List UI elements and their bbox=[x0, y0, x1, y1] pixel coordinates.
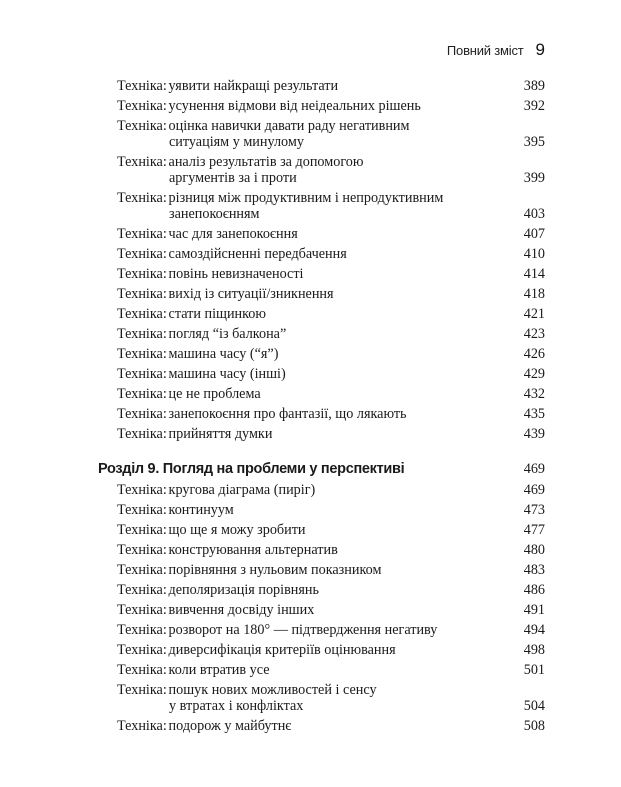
entry-label: Техніка: bbox=[117, 602, 167, 618]
entry-label: Техніка: bbox=[117, 542, 167, 558]
entry-page: 414 bbox=[523, 266, 545, 282]
entry-page: 480 bbox=[523, 542, 545, 558]
entry-label: Техніка: bbox=[117, 718, 167, 734]
entry-page: 477 bbox=[523, 522, 545, 538]
entry-title: конструювання альтернатив bbox=[168, 542, 338, 558]
entry-label: Техніка: bbox=[117, 662, 167, 678]
entry-label: Техніка: bbox=[117, 326, 167, 342]
entry-title-continued: ситуаціям у минулому bbox=[169, 134, 304, 150]
entry-page: 473 bbox=[523, 502, 545, 518]
entry-page: 395 bbox=[523, 134, 545, 150]
chapter-page: 469 bbox=[523, 461, 545, 477]
entry-title: занепокоєння про фантазії, що лякають bbox=[168, 406, 407, 422]
entry-page: 491 bbox=[523, 602, 545, 618]
entry-label: Техніка: bbox=[117, 482, 167, 498]
entry-label: Техніка: bbox=[117, 386, 167, 402]
entry-title: що ще я можу зробити bbox=[168, 522, 306, 538]
entry-title: вихід із ситуації/зникнення bbox=[168, 286, 334, 302]
entry-label: Техніка: bbox=[117, 426, 167, 442]
entry-title-continued: аргументів за і проти bbox=[169, 170, 297, 186]
entry-title: оцінка навички давати раду негативним bbox=[168, 118, 410, 134]
entry-label: Техніка: bbox=[117, 118, 167, 134]
entry-label: Техніка: bbox=[117, 366, 167, 382]
chapter-title: Розділ 9. Погляд на проблеми у перспективі bbox=[98, 461, 405, 477]
entry-title: кругова діаграма (пиріг) bbox=[168, 482, 316, 498]
entry-title: повінь невизначеності bbox=[168, 266, 304, 282]
entry-label: Техніка: bbox=[117, 502, 167, 518]
entry-page: 435 bbox=[523, 406, 545, 422]
entry-title: подорож у майбутнє bbox=[168, 718, 292, 734]
entry-title: уявити найкращі результати bbox=[168, 78, 339, 94]
entry-title: усунення відмови від неідеальних рішень bbox=[168, 98, 421, 114]
entry-page: 429 bbox=[523, 366, 545, 382]
entry-label: Техніка: bbox=[117, 346, 167, 362]
entry-title-continued: занепокоєнням bbox=[169, 206, 260, 222]
entry-label: Техніка: bbox=[117, 154, 167, 170]
entry-page: 469 bbox=[523, 482, 545, 498]
entry-title: континуум bbox=[168, 502, 234, 518]
entry-title: порівняння з нульовим показником bbox=[168, 562, 382, 578]
entry-page: 432 bbox=[523, 386, 545, 402]
entry-title: погляд “із балкона” bbox=[168, 326, 287, 342]
page-number: 9 bbox=[535, 40, 545, 59]
entry-title: диверсифікація критеріїв оцінювання bbox=[168, 642, 396, 658]
entry-page: 504 bbox=[523, 698, 545, 714]
entry-label: Техніка: bbox=[117, 246, 167, 262]
entry-page: 399 bbox=[523, 170, 545, 186]
entry-page: 423 bbox=[523, 326, 545, 342]
entry-page: 501 bbox=[523, 662, 545, 678]
entry-title: коли втратив усе bbox=[168, 662, 270, 678]
entry-page: 426 bbox=[523, 346, 545, 362]
entry-label: Техніка: bbox=[117, 642, 167, 658]
entry-label: Техніка: bbox=[117, 622, 167, 638]
entry-page: 407 bbox=[523, 226, 545, 242]
entry-title: машина часу (інші) bbox=[168, 366, 286, 382]
entry-page: 403 bbox=[523, 206, 545, 222]
entry-title: прийняття думки bbox=[168, 426, 273, 442]
entry-title: це не проблема bbox=[168, 386, 261, 402]
entry-label: Техніка: bbox=[117, 682, 167, 698]
entry-label: Техніка: bbox=[117, 286, 167, 302]
entry-title: пошук нових можливостей і сенсу bbox=[168, 682, 377, 698]
entry-label: Техніка: bbox=[117, 190, 167, 206]
entry-title: машина часу (“я”) bbox=[168, 346, 279, 362]
entry-label: Техніка: bbox=[117, 266, 167, 282]
entry-page: 483 bbox=[523, 562, 545, 578]
entry-label: Техніка: bbox=[117, 406, 167, 422]
entry-page: 392 bbox=[523, 98, 545, 114]
entry-page: 494 bbox=[523, 622, 545, 638]
entry-page: 508 bbox=[523, 718, 545, 734]
entry-page: 410 bbox=[523, 246, 545, 262]
entry-title: самоздійсненні передбачення bbox=[168, 246, 347, 262]
running-header-title: Повний зміст bbox=[446, 43, 524, 58]
entry-title: різниця між продуктивним і непродуктивним bbox=[168, 190, 444, 206]
entry-page: 486 bbox=[523, 582, 545, 598]
entry-page: 421 bbox=[523, 306, 545, 322]
entry-page: 439 bbox=[523, 426, 545, 442]
entry-label: Техніка: bbox=[117, 98, 167, 114]
running-header bbox=[447, 40, 545, 60]
entry-page: 389 bbox=[523, 78, 545, 94]
entry-page: 418 bbox=[523, 286, 545, 302]
entry-title: час для занепокоєння bbox=[168, 226, 298, 242]
entry-title: стати піщинкою bbox=[168, 306, 266, 322]
entry-title: деполяризація порівнянь bbox=[168, 582, 319, 598]
entry-label: Техніка: bbox=[117, 582, 167, 598]
entry-title: розворот на 180° — підтвердження негативу bbox=[168, 622, 438, 638]
entry-label: Техніка: bbox=[117, 522, 167, 538]
entry-label: Техніка: bbox=[117, 562, 167, 578]
entry-label: Техніка: bbox=[117, 226, 167, 242]
entry-title: аналіз результатів за допомогою bbox=[168, 154, 364, 170]
entry-title-continued: у втратах і конфліктах bbox=[169, 698, 304, 714]
entry-title: вивчення досвіду інших bbox=[168, 602, 315, 618]
entry-label: Техніка: bbox=[117, 306, 167, 322]
entry-label: Техніка: bbox=[117, 78, 167, 94]
entry-page: 498 bbox=[523, 642, 545, 658]
